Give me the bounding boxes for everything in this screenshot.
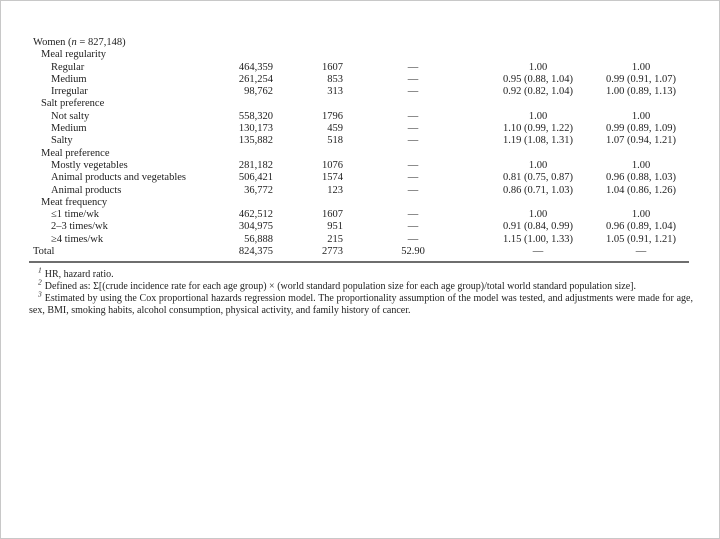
row-label: Medium (51, 73, 87, 85)
cell-cases (273, 37, 343, 49)
cell-rate (343, 148, 483, 160)
row-label: Animal products (51, 184, 122, 196)
cell-hr-age-adjusted: 0.86 (0.71, 1.03) (503, 184, 573, 196)
cell-rate: — (407, 135, 419, 147)
cell-hr-multivariate (593, 148, 689, 160)
row-label: Meat frequency (41, 196, 108, 208)
cell-cases: 1796 (322, 110, 343, 122)
cell-rate: — (407, 233, 419, 245)
footnotes-block (29, 265, 693, 317)
row-label: Women (n = 827,148) (33, 37, 126, 48)
cell-rate: — (407, 172, 419, 184)
cell-cases: 123 (327, 184, 343, 196)
cell-hr-age-adjusted (483, 148, 593, 160)
cell-hr-age-adjusted: 1.00 (528, 61, 548, 73)
table-row (29, 123, 689, 135)
cell-rate: — (407, 221, 419, 233)
cell-hr-multivariate: 0.96 (0.89, 1.04) (606, 221, 676, 233)
cell-subjects: 56,888 (244, 233, 273, 245)
cell-subjects: 98,762 (244, 86, 273, 98)
cell-hr-multivariate: — (635, 246, 647, 258)
row-label: Not salty (51, 110, 90, 122)
table-row (29, 185, 689, 197)
footnote-text: Estimated by using the Cox proportional hazards regression model. The proportionality assumption of the model was tested, and adjustments were made for age, sex, BMI, smoking habits, alcohol consumption, physical activity, and family history of cancer. (29, 292, 693, 316)
cell-rate (343, 197, 483, 209)
cell-cases: 1607 (322, 61, 343, 73)
footnote-text: Defined as: Σ[(crude incidence rate for each age group) × (world standard population size for each age group)/total world standard population size]. (44, 280, 636, 292)
cell-subjects: 558,320 (238, 110, 273, 122)
cell-cases: 1574 (322, 172, 343, 184)
cell-subjects: 130,173 (238, 123, 273, 135)
cell-hr-multivariate (593, 49, 689, 61)
table-row (29, 234, 689, 246)
cell-hr-age-adjusted: — (532, 246, 544, 258)
cell-subjects: 304,975 (238, 221, 273, 233)
cell-hr-multivariate: 1.00 (631, 61, 651, 73)
footnote-marker: 3 (38, 289, 42, 299)
cell-rate (343, 98, 483, 110)
cell-subjects: 36,772 (244, 184, 273, 196)
row-label: Regular (51, 61, 85, 73)
table-row (29, 209, 689, 221)
cell-hr-age-adjusted: 1.00 (528, 159, 548, 171)
table-row (29, 172, 689, 184)
table-row (29, 246, 689, 258)
cell-cases: 313 (327, 86, 343, 98)
cell-hr-multivariate: 1.04 (0.86, 1.26) (606, 184, 676, 196)
cell-cases (273, 49, 343, 61)
cell-cases: 853 (327, 73, 343, 85)
cell-rate: — (407, 159, 419, 171)
cell-hr-multivariate: 0.96 (0.88, 1.03) (606, 172, 676, 184)
table-row (29, 37, 689, 49)
row-label: ≥4 times/wk (51, 233, 104, 245)
row-label: Animal products and vegetables (51, 172, 187, 184)
cell-rate: — (407, 73, 419, 85)
row-label: Meal regularity (41, 49, 107, 61)
table-row (29, 197, 689, 209)
cell-cases: 459 (327, 123, 343, 135)
row-label: Total (33, 246, 55, 258)
footnote (29, 265, 693, 281)
cell-hr-multivariate: 1.00 (631, 159, 651, 171)
cell-cases: 215 (327, 233, 343, 245)
cell-subjects: 824,375 (238, 246, 273, 258)
cell-hr-age-adjusted (483, 37, 593, 49)
cell-hr-age-adjusted: 0.95 (0.88, 1.04) (503, 73, 573, 85)
cell-cases: 1076 (322, 159, 343, 171)
cell-rate: 52.90 (401, 246, 425, 258)
footnote (29, 289, 693, 317)
row-label: ≤1 time/wk (51, 209, 100, 221)
table-row (29, 148, 689, 160)
cell-subjects: 135,882 (238, 135, 273, 147)
table-row (29, 160, 689, 172)
cell-hr-age-adjusted: 1.00 (528, 110, 548, 122)
footnote-text: HR, hazard ratio. (44, 269, 114, 280)
cell-rate: — (407, 61, 419, 73)
cell-hr-age-adjusted: 0.81 (0.75, 0.87) (503, 172, 573, 184)
table-row (29, 98, 689, 110)
cell-subjects: 506,421 (238, 172, 273, 184)
cell-hr-multivariate (593, 37, 689, 49)
cell-rate: — (407, 86, 419, 98)
cell-hr-age-adjusted (483, 197, 593, 209)
table-row (29, 135, 689, 147)
cell-subjects (211, 98, 273, 110)
cell-subjects: 261,254 (238, 73, 273, 85)
cell-hr-age-adjusted: 1.00 (528, 209, 548, 221)
cell-hr-multivariate: 1.07 (0.94, 1.21) (606, 135, 676, 147)
table-row (29, 111, 689, 123)
table-row (29, 74, 689, 86)
cell-rate: — (407, 123, 419, 135)
cell-subjects (211, 49, 273, 61)
cell-rate: — (407, 209, 419, 221)
table-row (29, 62, 689, 74)
results-table-container (29, 37, 689, 263)
cell-hr-age-adjusted (483, 98, 593, 110)
cell-hr-multivariate: 1.00 (631, 110, 651, 122)
cell-hr-age-adjusted: 0.91 (0.84, 0.99) (503, 221, 573, 233)
cell-hr-multivariate: 0.99 (0.89, 1.09) (606, 123, 676, 135)
footnote (29, 277, 693, 293)
row-label: Salt preference (41, 98, 105, 110)
table-row (29, 49, 689, 61)
cell-subjects (211, 148, 273, 160)
cell-hr-multivariate (593, 197, 689, 209)
cell-subjects (211, 197, 273, 209)
cell-hr-multivariate: 1.00 (631, 209, 651, 221)
cell-cases (273, 98, 343, 110)
row-label: Medium (51, 123, 87, 135)
row-label: Mostly vegetables (51, 159, 128, 171)
row-label: Irregular (51, 86, 88, 98)
cell-hr-multivariate: 1.05 (0.91, 1.21) (606, 233, 676, 245)
row-label: Meal preference (41, 147, 110, 159)
cell-subjects: 281,182 (238, 159, 273, 171)
cell-cases: 951 (327, 221, 343, 233)
cell-hr-age-adjusted: 1.19 (1.08, 1.31) (503, 135, 573, 147)
cell-hr-multivariate: 1.00 (0.89, 1.13) (606, 86, 676, 98)
results-table (29, 37, 689, 258)
cell-cases: 1607 (322, 209, 343, 221)
cell-subjects: 462,512 (238, 209, 273, 221)
cell-cases (273, 148, 343, 160)
table-row (29, 221, 689, 233)
cell-rate: — (407, 184, 419, 196)
cell-subjects: 464,359 (238, 61, 273, 73)
cell-cases (273, 197, 343, 209)
cell-cases: 518 (327, 135, 343, 147)
cell-rate (343, 49, 483, 61)
table-row (29, 86, 689, 98)
footnote-marker: 1 (38, 265, 42, 275)
cell-rate: — (407, 110, 419, 122)
footnote-marker: 2 (38, 277, 42, 287)
results-table-body (29, 37, 689, 258)
cell-subjects (211, 37, 273, 49)
row-label: 2–3 times/wk (51, 221, 108, 233)
row-label: Salty (51, 135, 73, 147)
cell-hr-age-adjusted: 0.92 (0.82, 1.04) (503, 86, 573, 98)
cell-hr-age-adjusted: 1.10 (0.99, 1.22) (503, 123, 573, 135)
cell-rate (343, 37, 483, 49)
cell-cases: 2773 (322, 246, 343, 258)
cell-hr-age-adjusted (483, 49, 593, 61)
cell-hr-age-adjusted: 1.15 (1.00, 1.33) (503, 233, 573, 245)
cell-hr-multivariate (593, 98, 689, 110)
cell-hr-multivariate: 0.99 (0.91, 1.07) (606, 73, 676, 85)
